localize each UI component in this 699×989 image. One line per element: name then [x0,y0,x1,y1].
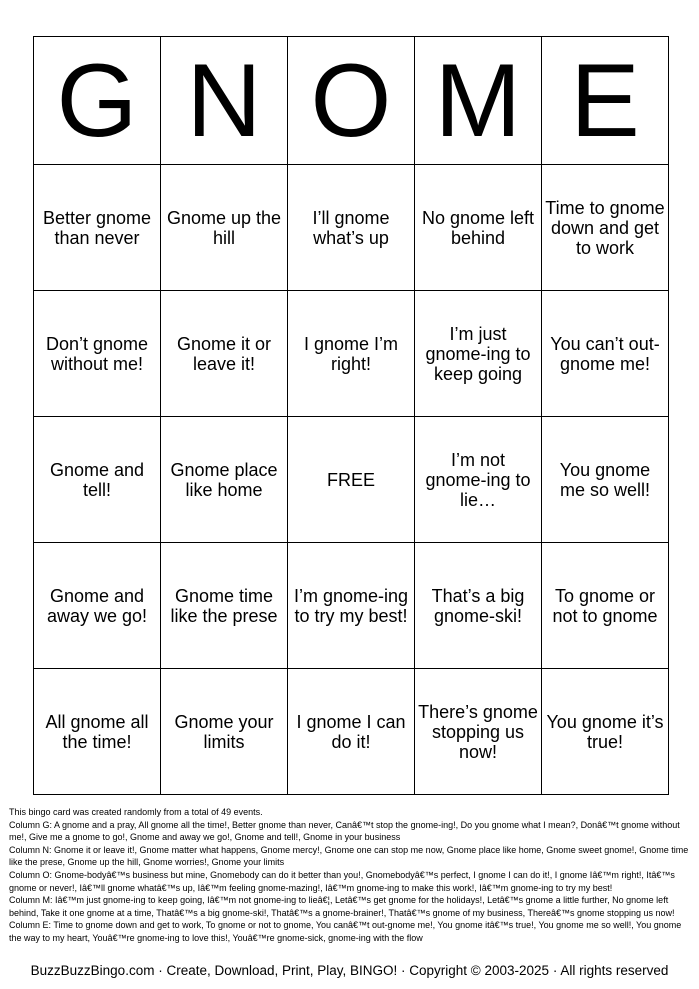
event-notes [9,806,689,945]
bingo-cell: That’s a big gnome-ski! [415,543,542,669]
bingo-cell: Gnome up the hill [161,165,288,291]
card-row [34,165,669,291]
column-n-events: Column N: Gnome it or leave it!, Gnome matter what happens, Gnome mercy!, Gnome one can stop me now, Gnome place like home, Gnome sweet gnome!, Gnome time like the prese, Gnome up the hill, Gnome worries!, Gnome your limits [9,844,689,868]
column-g-events: Column G: A gnome and a pray, All gnome all the time!, Better gnome than never, Canâ€™t stop the gnome-ing!, Do you gnome what I mean?, Donâ€™t gnome without me!, Give me a gnome to go!, Gnome and away we go!, Gnome and tell!, Gnome in your business [9,819,680,843]
bingo-cell: I’ll gnome what’s up [288,165,415,291]
bingo-cell: Gnome and away we go! [34,543,161,669]
card-row [34,543,669,669]
bingo-cell: You can’t out-gnome me! [542,291,669,417]
column-e-events: Column E: Time to gnome down and get to work, To gnome or not to gnome, You canâ€™t out-gnome me!, You gnome itâ€™s true!, You gnome me so well!, You gnome the way to my heart, Youâ€™re gnome-ing to love this!, Youâ€™re gnome-sick, gnome-ing with the flow [9,920,682,943]
header-letter: O [288,37,415,165]
card-row [34,417,669,543]
bingo-cell: Gnome time like the prese [161,543,288,669]
bingo-cell: All gnome all the time! [34,669,161,795]
bingo-cell: No gnome left behind [415,165,542,291]
bingo-cell: You gnome it’s true! [542,669,669,795]
bingo-cell: Don’t gnome without me! [34,291,161,417]
bingo-cell: You gnome me so well! [542,417,669,543]
bingo-cell: There’s gnome stopping us now! [415,669,542,795]
bingo-cell: I’m not gnome-ing to lie… [415,417,542,543]
header-letter: G [34,37,161,165]
bingo-cell: Time to gnome down and get to work [542,165,669,291]
bingo-cell: Better gnome than never [34,165,161,291]
bingo-cell: Gnome place like home [161,417,288,543]
bingo-cell: Gnome and tell! [34,417,161,543]
bingo-cell: I’m just gnome-ing to keep going [415,291,542,417]
bingo-cell: Gnome it or leave it! [161,291,288,417]
free-cell: FREE [288,417,415,543]
bingo-cell: I’m gnome-ing to try my best! [288,543,415,669]
header-letter: M [415,37,542,165]
notes-intro: This bingo card was created randomly from a total of 49 events. [9,807,263,817]
column-o-events: Column O: Gnome-bodyâ€™s business but mine, Gnomebody can do it better than you!, Gnomebodyâ€™s perfect, I gnome I can do it!, I gnome Iâ€™m right!, Itâ€™s gnome or never!, Iâ€™ll gnome whatâ€™s up, Iâ€™m feeling gnome-mazing!, Iâ€™m gnome-ing to make this work!, Iâ€™m gnome-ing to try my best! [9,869,675,893]
bingo-card [33,36,669,795]
card-row [34,669,669,795]
bingo-cell: To gnome or not to gnome [542,543,669,669]
bingo-cell: I gnome I’m right! [288,291,415,417]
header-row [34,37,669,165]
bingo-cell: I gnome I can do it! [288,669,415,795]
column-m-events: Column M: Iâ€™m just gnome-ing to keep going, Iâ€™m not gnome-ing to lieâ€¦, Letâ€™s get gnome for the holidays!, Letâ€™s gnome a little further, No gnome left behind, Take it one gnome at a time, Thatâ€™s a big gnome-ski!, Thatâ€™s a gnome-brainer!, Thatâ€™s gnome of my business, Thereâ€™s gnome stopping us now! [9,895,675,918]
bingo-cell: Gnome your limits [161,669,288,795]
header-letter: E [542,37,669,165]
footer-copyright: BuzzBuzzBingo.com · Create, Download, Print, Play, BINGO! · Copyright © 2003-2025 · All rights reserved [30,963,669,978]
card-row [34,291,669,417]
header-letter: N [161,37,288,165]
